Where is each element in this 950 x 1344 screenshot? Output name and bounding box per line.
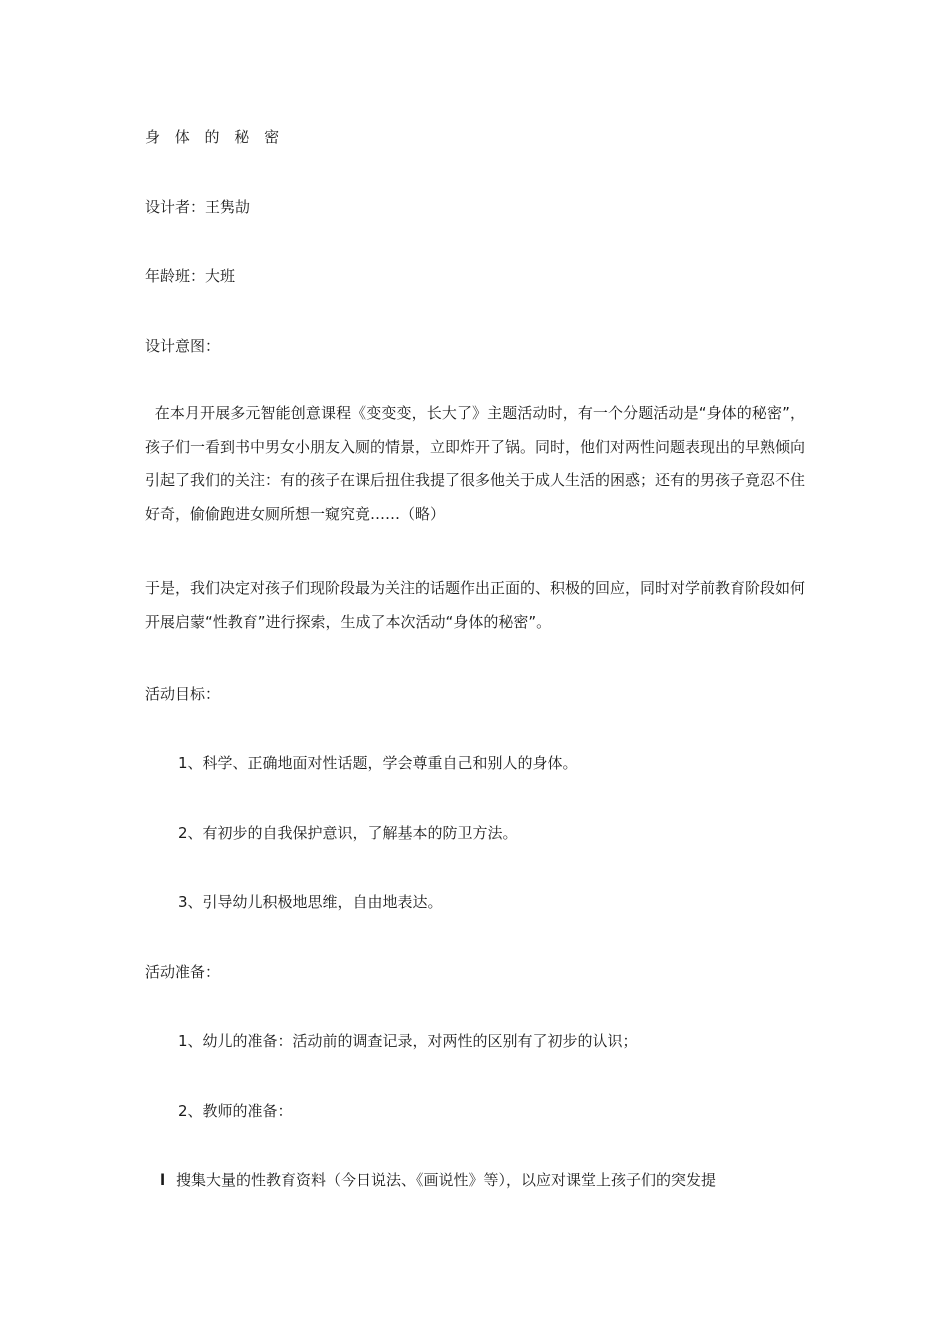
goal-item-2: 2、有初步的自我保护意识，了解基本的防卫方法。 [178,824,518,842]
prep-item-1: 1、幼儿的准备：活动前的调查记录，对两性的区别有了初步的认识； [178,1032,638,1050]
document-title: 身 体 的 秘 密 [145,128,285,146]
prep-heading: 活动准备： [145,963,221,981]
bullet-item-text: 搜集大量的性教育资料（今日说法、《画说性》等），以应对课堂上孩子们的突发提 [176,1171,717,1189]
intent-paragraph-1: 在本月开展多元智能创意课程《变变变，长大了》主题活动时，有一个分题活动是“身体的秘密”，孩子们一看到书中男女小朋友入厕的情景，立即炸开了锅。同时，他们对两性问题表现出的早熟倾向引起了我们的关注：有的孩子在课后扭住我提了很多他关于成人生活的困惑；还有的男孩子竟忍不住好奇，偷偷跑进女厕所想一窥究竟……（略） [145,404,806,523]
goal-item-3: 3、引导幼儿积极地思维，自由地表达。 [178,893,443,911]
goal-item-1: 1、科学、正确地面对性话题，学会尊重自己和别人的身体。 [178,754,578,772]
designer-line: 设计者：王隽劼 [145,198,251,216]
goals-heading: 活动目标： [145,685,221,703]
intent-heading: 设计意图： [145,337,221,355]
intent-paragraph-2: 于是，我们决定对孩子们现阶段最为关注的话题作出正面的、积极的回应，同时对学前教育阶段如何开展启蒙“性教育”进行探索，生成了本次活动“身体的秘密”。 [145,579,806,631]
bullet-list-item [160,1171,716,1189]
prep-item-2: 2、教师的准备： [178,1102,293,1120]
age-group-line: 年龄班：大班 [145,267,236,285]
bullet-marker: l [160,1171,166,1189]
